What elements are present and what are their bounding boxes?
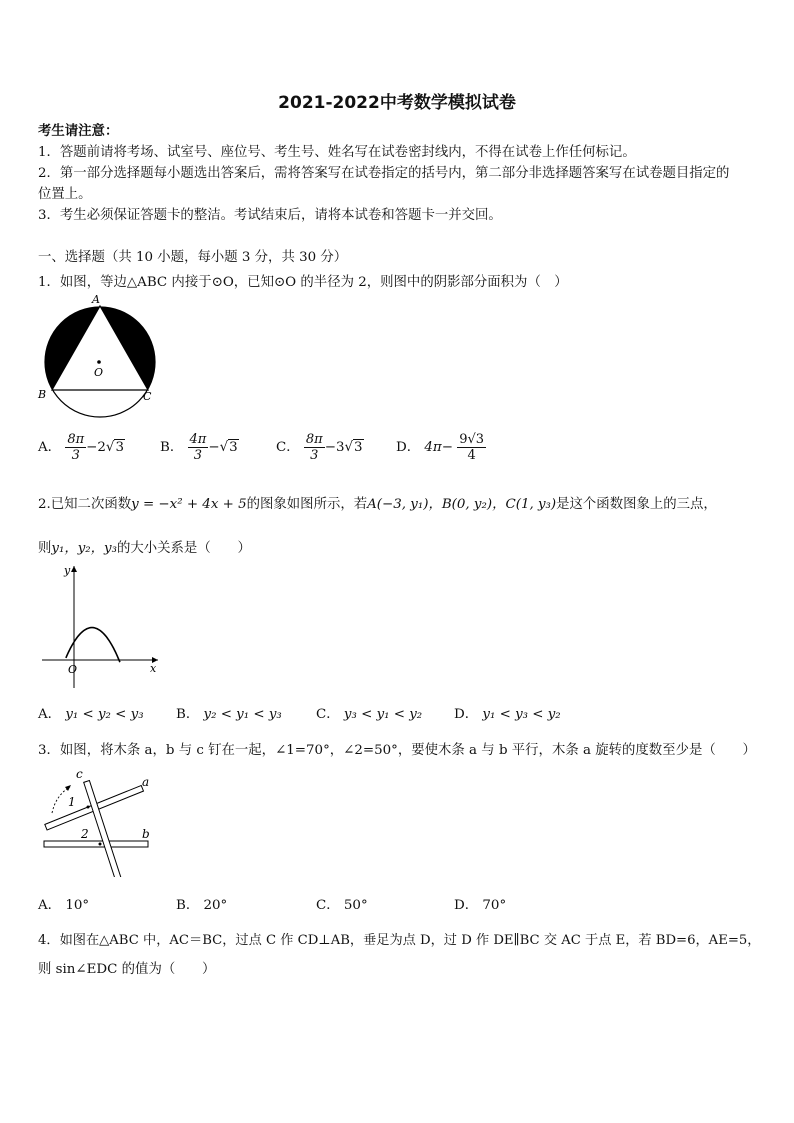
- q3-stem: 3．如图，将木条 a，b 与 c 钉在一起，∠1=70°，∠2=50°，要使木条 a 与 b 平行，木条 a 旋转的度数至少是（ ）: [38, 743, 756, 758]
- q3-label-a: a: [142, 775, 150, 789]
- q1-center-dot: [97, 360, 101, 364]
- notice-item-1: 1．答题前请将考场、试室号、座位号、考生号、姓名写在试卷密封线内，不得在试卷上作任何标记。: [38, 145, 636, 160]
- q1-label-b: B: [38, 388, 47, 401]
- q2-option-b: B． y₂ < y₁ < y₃: [176, 707, 282, 722]
- q1-option-c: C． $\frac{8\pi}{3}$ −3√3: [276, 432, 363, 463]
- q2-origin-label: O: [68, 663, 78, 676]
- q3-sticks-figure: [38, 765, 160, 877]
- q2-option-d: D． y₁ < y₃ < y₂: [454, 707, 561, 722]
- q2-stem-line2: 则y₁，y₂，y₃的大小关系是（ ）: [38, 541, 251, 556]
- page-title: 2021-2022中考数学模拟试卷: [278, 93, 516, 113]
- notice-item-3: 3．考生必须保证答题卡的整洁。考试结束后，请将本试卷和答题卡一并交回。: [38, 208, 502, 223]
- notice-heading: 考生请注意：: [38, 123, 119, 139]
- q3-angle-2: 2: [81, 827, 89, 841]
- q3-label-b: b: [142, 827, 150, 841]
- q2-axis-label-y: y: [64, 564, 71, 577]
- section-heading: 一、选择题（共 10 小题，每小题 3 分，共 30 分）: [38, 250, 348, 265]
- q1-option-b: B． $\frac{4\pi}{3}$ −√3: [160, 432, 238, 463]
- q3-option-c: C． 50°: [316, 898, 368, 913]
- q3-option-a: A． 10°: [38, 898, 90, 913]
- q3-label-c: c: [76, 767, 83, 781]
- q1-option-d: D． 4π− $\frac{9√3}{4}$: [396, 432, 485, 463]
- q2-parabola-graph: [38, 560, 164, 690]
- q1-stem: 1．如图，等边△ABC 内接于⊙O，已知⊙O 的半径为 2，则图中的阴影部分面积为（ ）: [38, 275, 568, 290]
- q3-option-b: B． 20°: [176, 898, 228, 913]
- q2-option-a: A． y₁ < y₂ < y₃: [38, 707, 144, 722]
- q2-stem-line1: 2.已知二次函数y = −x² + 4x + 5的图象如图所示，若A(−3, y₁)，B(0, y₂)，C(1, y₃)是这个函数图象上的三点，: [38, 497, 717, 512]
- notice-item-2-cont: 位置上。: [38, 187, 92, 202]
- q4-stem-line2: 则 sin∠EDC 的值为（ ）: [38, 962, 216, 977]
- notice-item-2: 2．第一部分选择题每小题选出答案后，需将答案写在试卷指定的括号内，第二部分非选择题答案写在试卷题目指定的: [38, 166, 730, 181]
- q3-option-d: D． 70°: [454, 898, 507, 913]
- q3-stick-b: [44, 841, 148, 847]
- q1-label-a: A: [92, 293, 100, 306]
- q1-label-o: O: [94, 366, 104, 379]
- q3-stick-c: [84, 781, 121, 877]
- q2-axis-label-x: x: [150, 662, 157, 675]
- q4-stem-line1: 4．如图在△ABC 中，AC＝BC，过点 C 作 CD⊥AB，垂足为点 D，过 D 作 DE∥BC 交 AC 于点 E，若 BD=6，AE=5，: [38, 933, 761, 948]
- q1-circle-figure: [36, 292, 166, 418]
- q3-angle-1: 1: [68, 795, 76, 809]
- q1-option-a: A． $\frac{8\pi}{3}$ −2√3: [38, 432, 124, 463]
- q1-label-c: C: [143, 390, 152, 403]
- q2-option-c: C． y₃ < y₁ < y₂: [316, 707, 423, 722]
